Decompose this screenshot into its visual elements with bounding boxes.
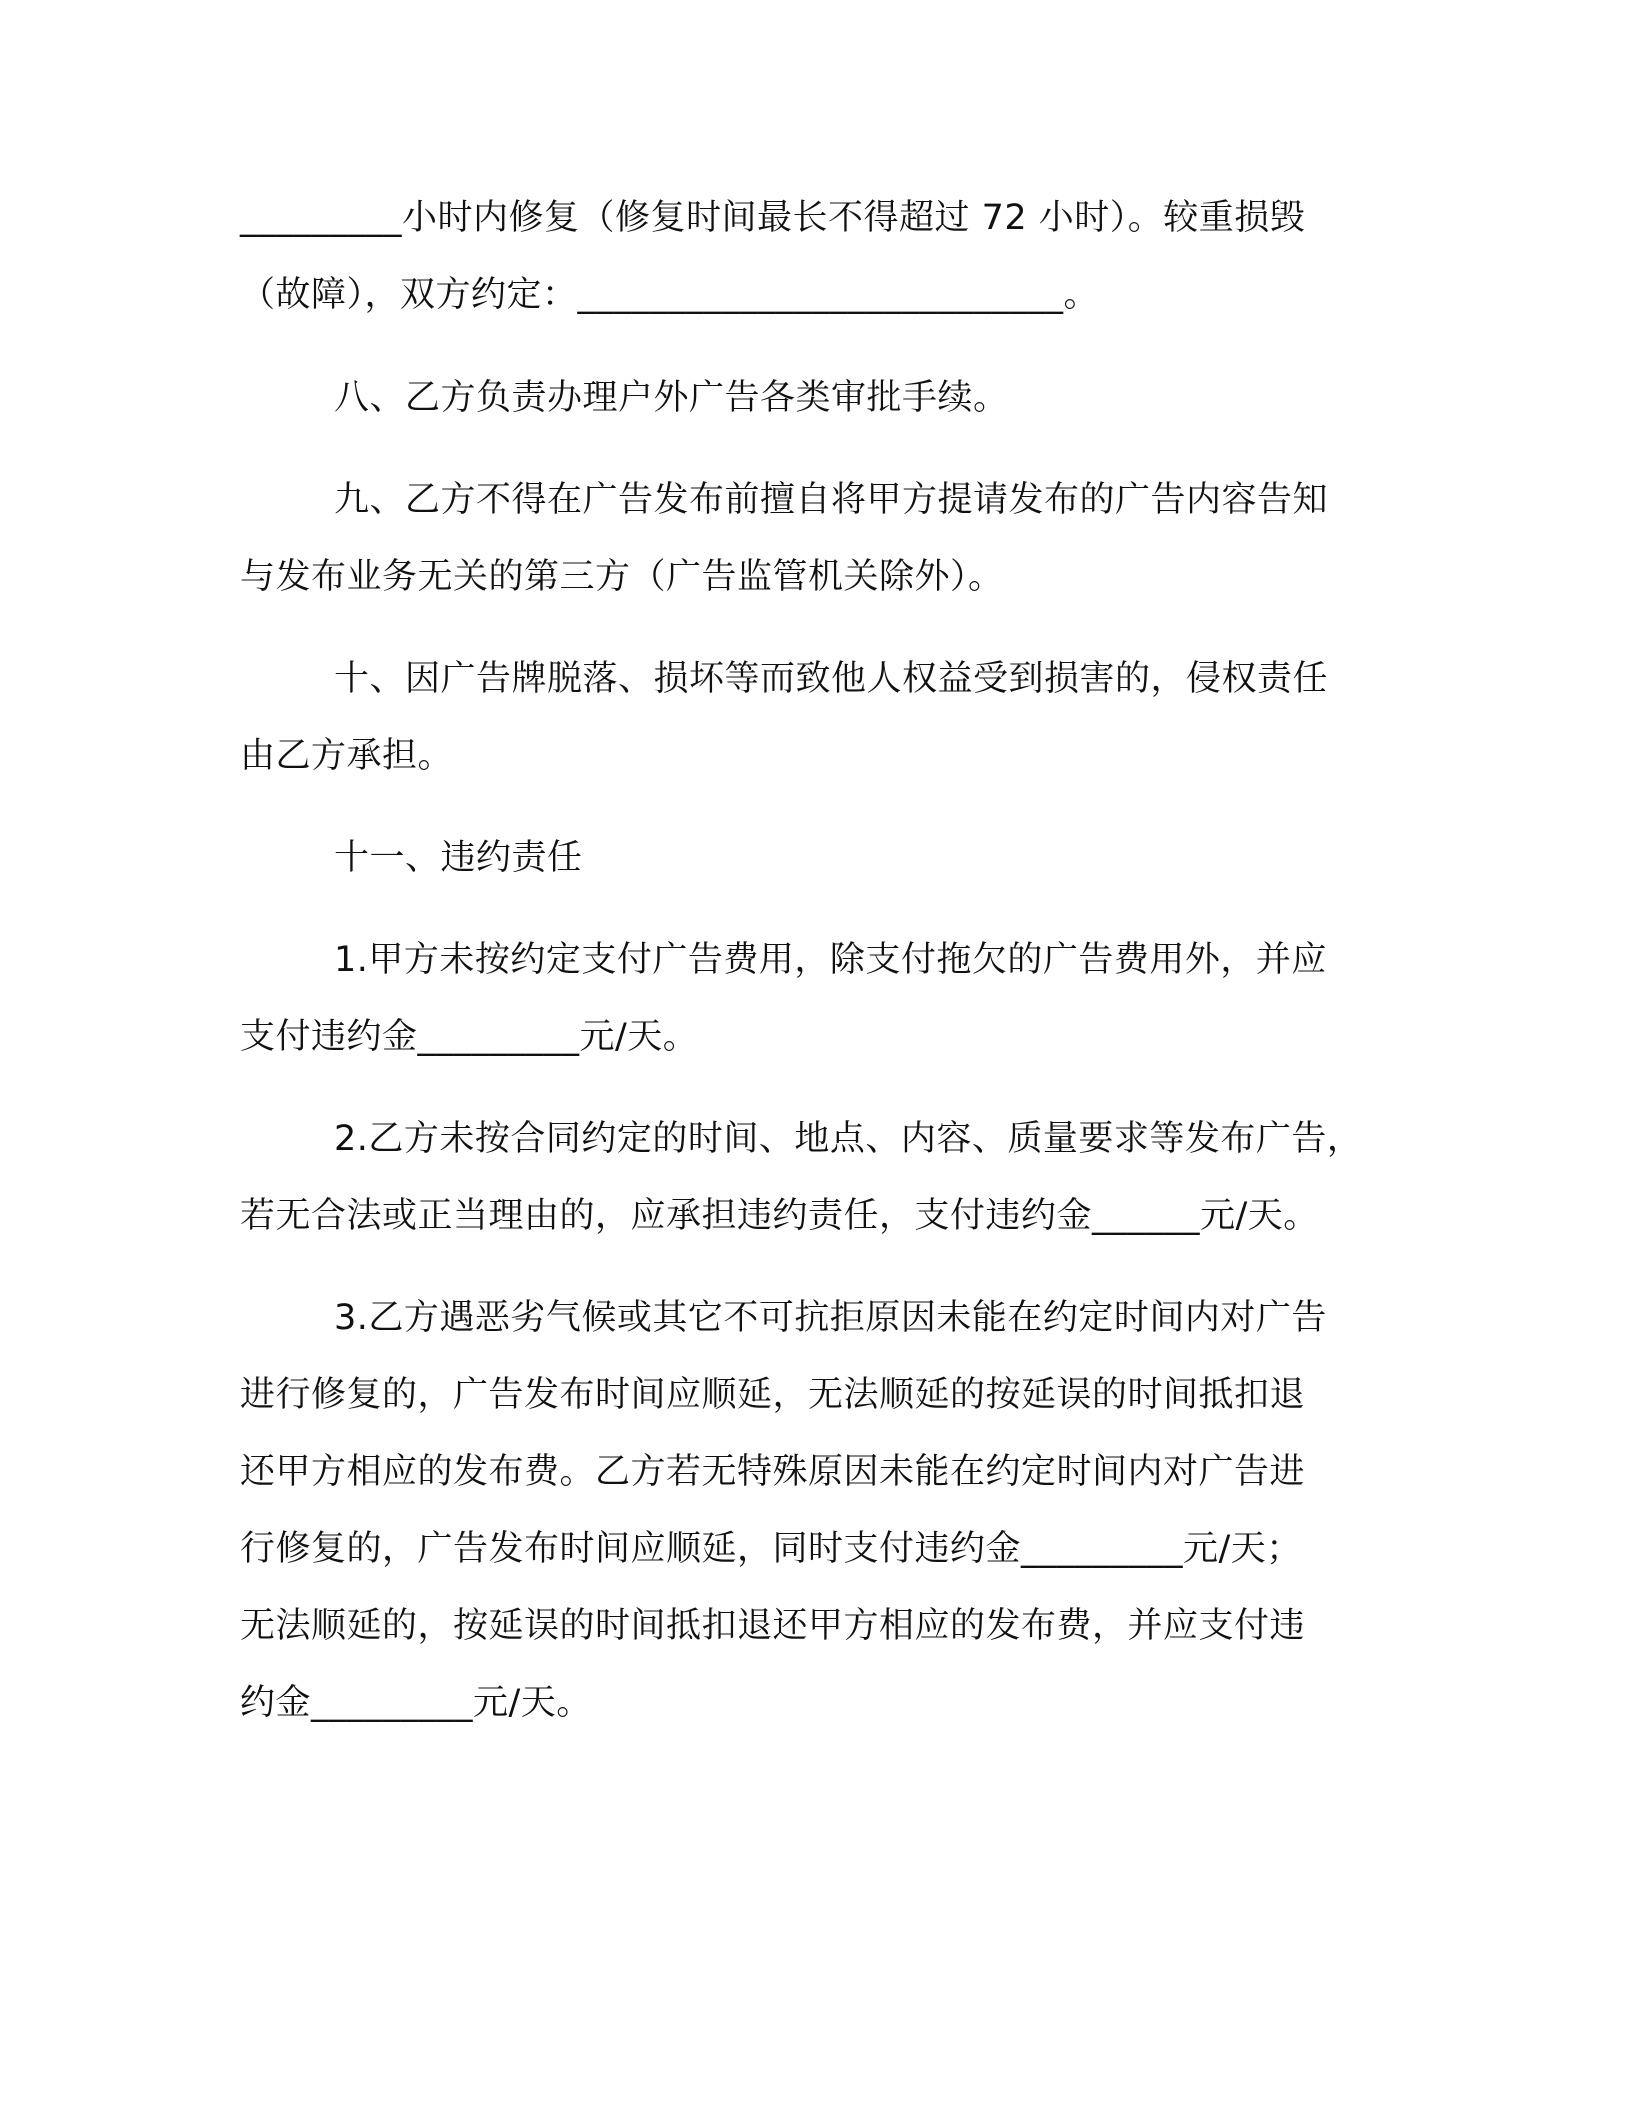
- text-line: （故障），双方约定：___________________________。: [240, 275, 1100, 315]
- clause-10: 十、因广告牌脱落、损坏等而致他人权益受到损害的，侵权责任: [334, 659, 1329, 699]
- text-line: 若无合法或正当理由的，应承担违约责任，支付违约金______元/天。: [240, 1196, 1319, 1236]
- text-line: 行修复的，广告发布时间应顺延，同时支付违约金_________元/天；: [240, 1529, 1302, 1569]
- text-line: 支付违约金_________元/天。: [240, 1017, 699, 1057]
- item-3: 3.乙方遇恶劣气候或其它不可抗拒原因未能在约定时间内对广告: [334, 1298, 1327, 1338]
- text-line: _________小时内修复（修复时间最长不得超过 72 小时）。较重损毁: [240, 198, 1306, 238]
- clause-11-heading: 十一、违约责任: [334, 838, 583, 878]
- item-1: 1.甲方未按约定支付广告费用，除支付拖欠的广告费用外，并应: [334, 940, 1327, 980]
- text-line: 由乙方承担。: [240, 736, 454, 776]
- item-2: 2.乙方未按合同约定的时间、地点、内容、质量要求等发布广告，: [334, 1119, 1363, 1159]
- clause-9: 九、乙方不得在广告发布前擅自将甲方提请发布的广告内容告知: [334, 480, 1329, 520]
- text-line: 进行修复的，广告发布时间应顺延，无法顺延的按延误的时间抵扣退: [240, 1375, 1306, 1415]
- clause-8: 八、乙方负责办理户外广告各类审批手续。: [334, 378, 1009, 418]
- text-line: 还甲方相应的发布费。乙方若无特殊原因未能在约定时间内对广告进: [240, 1452, 1306, 1492]
- text-line: 约金_________元/天。: [240, 1683, 592, 1723]
- text-line: 与发布业务无关的第三方（广告监管机关除外）。: [240, 557, 1004, 597]
- text-line: 无法顺延的，按延误的时间抵扣退还甲方相应的发布费，并应支付违: [240, 1606, 1306, 1646]
